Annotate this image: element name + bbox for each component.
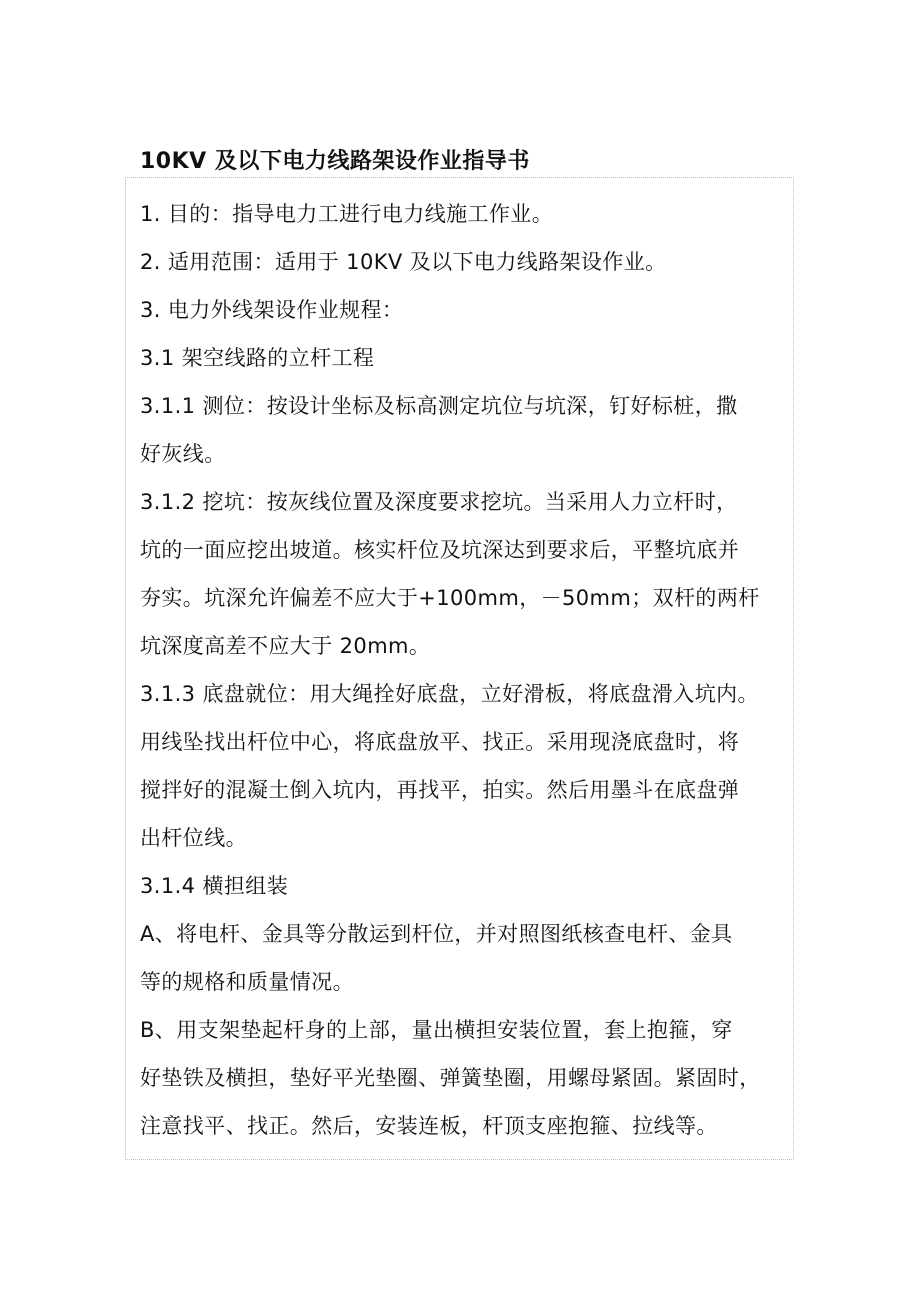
paragraph-line: 坑的一面应挖出坡道。核实杆位及坑深达到要求后，平整坑底并 (140, 538, 740, 562)
paragraph-line: 3.1.1 测位：按设计坐标及标高测定坑位与坑深，钉好标桩，撒 (140, 394, 738, 418)
paragraph (140, 382, 786, 478)
paragraph (140, 238, 786, 286)
paragraph-line: 1. 目的：指导电力工进行电力线施工作业。 (140, 202, 554, 226)
document-body (140, 190, 786, 1150)
paragraph (140, 862, 786, 910)
paragraph-line: 3. 电力外线架设作业规程： (140, 298, 404, 322)
paragraph-line: 搅拌好的混凝土倒入坑内，再找平，拍实。然后用墨斗在底盘弹 (140, 778, 740, 802)
paragraph-line: A、将电杆、金具等分散运到杆位，并对照图纸核查电杆、金具 (140, 922, 733, 946)
paragraph-line: 3.1.4 横担组装 (140, 874, 289, 898)
paragraph-line: 3.1 架空线路的立杆工程 (140, 346, 375, 370)
paragraph (140, 334, 786, 382)
paragraph (140, 910, 786, 1006)
paragraph-line: 2. 适用范围：适用于 10KV 及以下电力线路架设作业。 (140, 250, 667, 274)
paragraph (140, 190, 786, 238)
paragraph (140, 478, 786, 670)
document-title: 10KV 及以下电力线路架设作业指导书 (140, 149, 530, 174)
paragraph (140, 670, 786, 862)
paragraph (140, 286, 786, 334)
paragraph-line: 好灰线。 (140, 442, 226, 466)
paragraph-line: 好垫铁及横担，垫好平光垫圈、弹簧垫圈，用螺母紧固。紧固时， (140, 1066, 761, 1090)
paragraph-line: 等的规格和质量情况。 (140, 970, 354, 994)
paragraph-line: B、用支架垫起杆身的上部，量出横担安装位置，套上抱箍，穿 (140, 1018, 733, 1042)
paragraph (140, 1006, 786, 1150)
paragraph-line: 3.1.2 挖坑：按灰线位置及深度要求挖坑。当采用人力立杆时， (140, 490, 738, 514)
paragraph-line: 用线坠找出杆位中心，将底盘放平、找正。采用现浇底盘时，将 (140, 730, 740, 754)
paragraph-line: 出杆位线。 (140, 826, 247, 850)
paragraph-line: 注意找平、找正。然后，安装连板，杆顶支座抱箍、拉线等。 (140, 1114, 718, 1138)
paragraph-line: 坑深度高差不应大于 20mm。 (140, 634, 431, 658)
paragraph-line: 3.1.3 底盘就位：用大绳拴好底盘，立好滑板，将底盘滑入坑内。 (140, 682, 759, 706)
paragraph-line: 夯实。坑深允许偏差不应大于+100mm，－50mm；双杆的两杆 (140, 586, 760, 610)
